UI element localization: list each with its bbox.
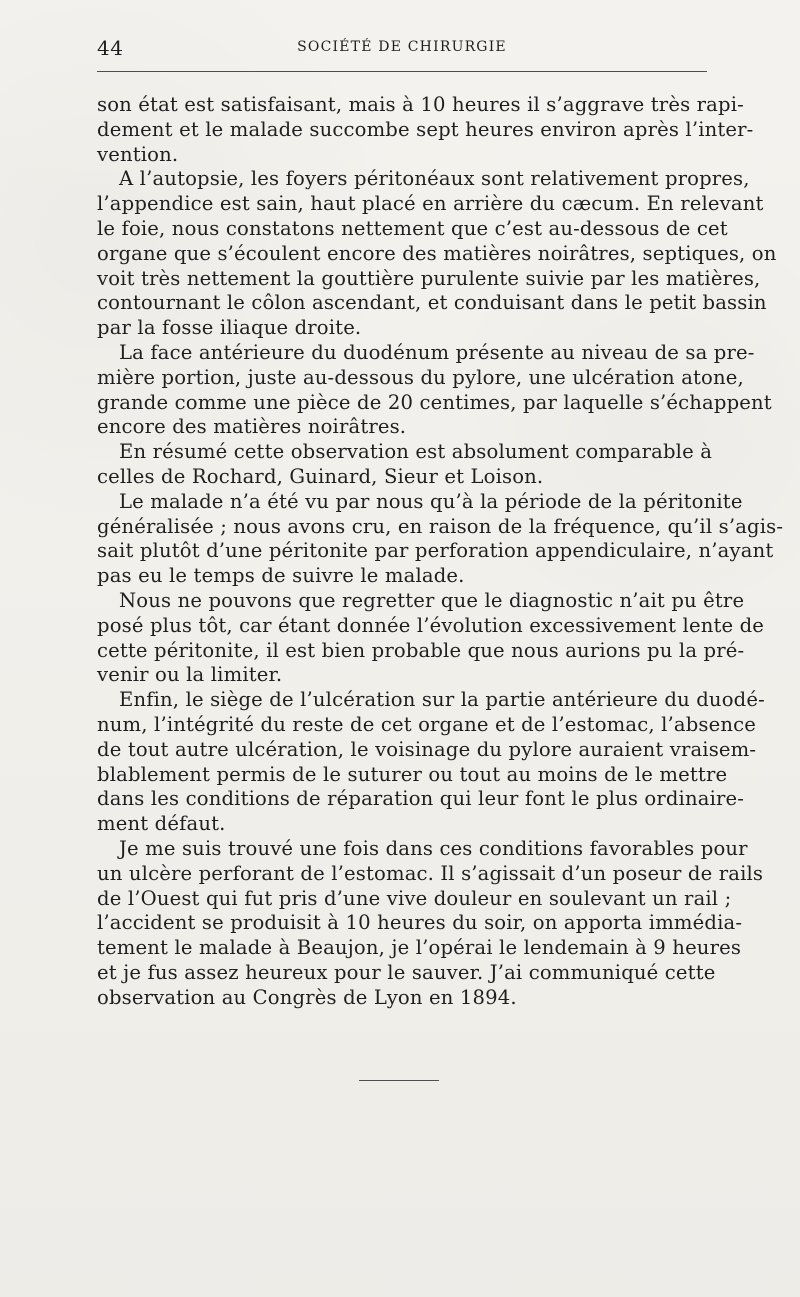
- text-line: de tout autre ulcération, le voisinage du pylore auraient vraisem-: [97, 737, 757, 761]
- text-line: Le malade n’a été vu par nous qu’à la période de la péritonite: [119, 489, 743, 513]
- paragraph: [97, 167, 777, 341]
- header-rule: [97, 71, 707, 72]
- paragraph: [97, 836, 764, 1011]
- text-line: généralisée ; nous avons cru, en raison de la fréquence, qu’il s’agis-: [97, 514, 784, 538]
- text-line: le foie, nous constatons nettement que c’est au-dessous de cet: [97, 216, 728, 240]
- paragraph: [97, 340, 772, 440]
- text-line: et je fus assez heureux pour le sauver. J’ai communiqué cette: [97, 960, 716, 984]
- text-line: un ulcère perforant de l’estomac. Il s’agissait d’un poseur de rails: [97, 861, 764, 885]
- text-line: de l’Ouest qui fut pris d’une vive douleur en soulevant un rail ;: [97, 886, 732, 910]
- text-line: En résumé cette observation est absolument comparable à: [119, 440, 713, 464]
- paragraph: [97, 688, 765, 837]
- text-line: vention.: [97, 142, 179, 166]
- text-line: encore des matières noirâtres.: [97, 415, 407, 439]
- text-line: son état est satisfaisant, mais à 10 heures il s’aggrave très rapi-: [97, 93, 744, 116]
- text-line: La face antérieure du duodénum présente au niveau de sa pre-: [119, 340, 755, 364]
- text-line: cette péritonite, il est bien probable que nous aurions pu la pré-: [97, 638, 745, 662]
- text-line: par la fosse iliaque droite.: [97, 316, 362, 340]
- text-line: dans les conditions de réparation qui leur font le plus ordinaire-: [97, 787, 745, 811]
- text-line: contournant le côlon ascendant, et conduisant dans le petit bassin: [97, 291, 767, 315]
- text-line: sait plutôt d’une péritonite par perforation appendiculaire, n’ayant: [97, 539, 774, 563]
- text-line: tement le malade à Beaujon, je l’opérai le lendemain à 9 heures: [97, 936, 742, 960]
- main-text: [97, 93, 784, 1010]
- text-line: posé plus tôt, car étant donnée l’évolution excessivement lente de: [97, 613, 765, 637]
- text-line: dement et le malade succombe sept heures environ après l’inter-: [97, 117, 754, 141]
- paragraph: [97, 93, 754, 167]
- text-line: Je me suis trouvé une fois dans ces conditions favorables pour: [119, 836, 748, 860]
- paragraph: [97, 440, 713, 490]
- text-line: Nous ne pouvons que regretter que le diagnostic n’ait pu être: [119, 588, 745, 612]
- text-line: voit très nettement la gouttière purulente suivie par les matières,: [97, 266, 761, 290]
- text-line: grande comme une pièce de 20 centimes, par laquelle s’échappent: [97, 390, 772, 414]
- text-line: venir ou la limiter.: [97, 663, 283, 687]
- text-line: l’appendice est sain, haut placé en arrière du cæcum. En relevant: [97, 192, 764, 216]
- text-line: Enfin, le siège de l’ulcération sur la partie antérieure du duodé-: [119, 688, 765, 712]
- text-line: A l’autopsie, les foyers péritonéaux sont relativement propres,: [119, 167, 750, 191]
- text-line: mière portion, juste au-dessous du pylore, une ulcération atone,: [97, 365, 744, 389]
- page-header: [97, 32, 707, 72]
- text-line: celles de Rochard, Guinard, Sieur et Loison.: [97, 464, 544, 488]
- text-line: pas eu le temps de suivre le malade.: [97, 564, 465, 588]
- running-title: SOCIÉTÉ DE CHIRURGIE: [297, 39, 507, 55]
- text-line: blablement permis de le suturer ou tout au moins de le mettre: [97, 762, 728, 786]
- text-line: l’accident se produisit à 10 heures du soir, on apporta immédia-: [97, 911, 743, 935]
- text-line: observation au Congrès de Lyon en 1894.: [97, 985, 517, 1009]
- text-line: ment défaut.: [97, 812, 226, 836]
- text-line: num, l’intégrité du reste de cet organe et de l’estomac, l’absence: [97, 712, 756, 736]
- paragraph: [97, 489, 784, 589]
- end-rule: [359, 1080, 439, 1081]
- page-number: 44: [97, 36, 124, 60]
- text-line: organe que s’écoulent encore des matières noirâtres, septiques, on: [97, 241, 777, 265]
- paragraph: [97, 588, 765, 688]
